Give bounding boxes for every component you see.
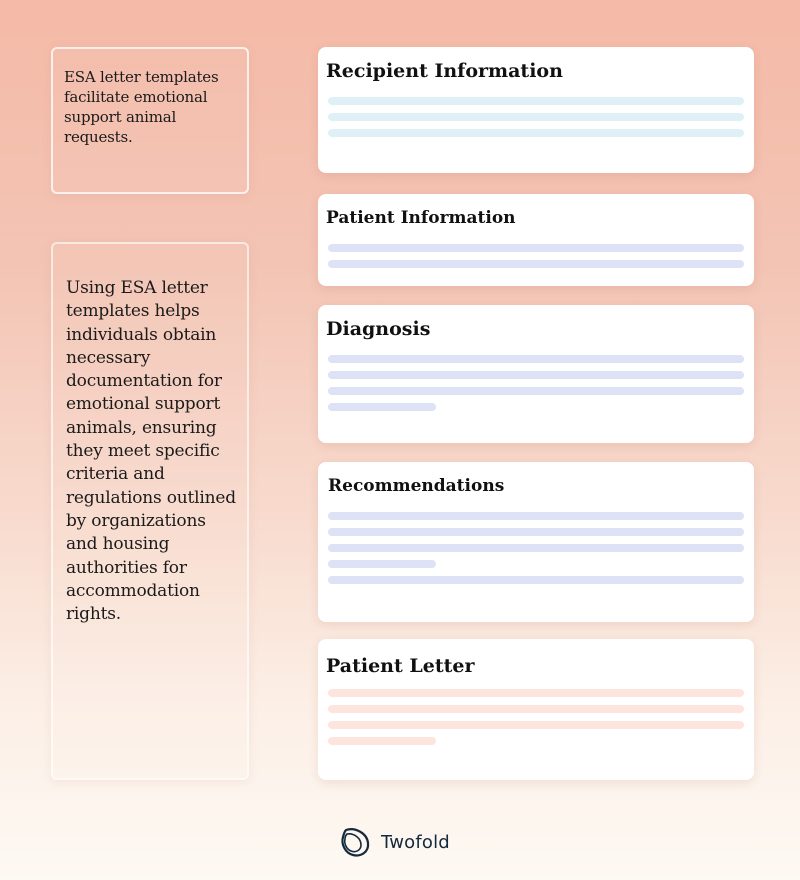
patient-information-card: [318, 194, 754, 286]
placeholder-line: [328, 371, 744, 379]
placeholder-line: [328, 129, 744, 137]
twofold-logo-icon: [339, 826, 371, 858]
summary-note: [51, 47, 249, 194]
placeholder-line: [328, 689, 744, 697]
recipient-information-card: [318, 47, 754, 173]
detail-text: Using ESA letter templates helps individuals obtain necessary documentation for emotional support animals, ensuring they meet specific criteria and regulations outlined by organizations and housing authorities for accommodation rights.: [66, 278, 236, 625]
placeholder-line: [328, 544, 744, 552]
placeholder-line: [328, 705, 744, 713]
placeholder-line: [328, 576, 744, 584]
patient-letter-card: [318, 639, 754, 780]
card-title: Recipient Information: [326, 60, 563, 82]
placeholder-line: [328, 97, 744, 105]
brand: [339, 826, 450, 858]
card-title: Recommendations: [328, 476, 505, 496]
brand-name: Twofold: [381, 831, 450, 853]
detail-note: [51, 242, 249, 780]
placeholder-lines: [328, 97, 744, 145]
placeholder-line: [328, 113, 744, 121]
placeholder-line: [328, 528, 744, 536]
card-title: Patient Information: [326, 208, 516, 228]
summary-text: ESA letter templates facilitate emotional support animal requests.: [64, 68, 219, 146]
card-title: Diagnosis: [326, 318, 431, 340]
placeholder-line: [328, 355, 744, 363]
placeholder-line: [328, 512, 744, 520]
placeholder-line: [328, 244, 744, 252]
placeholder-lines: [328, 689, 744, 753]
placeholder-line: [328, 721, 744, 729]
placeholder-line: [328, 387, 744, 395]
placeholder-line: [328, 260, 744, 268]
placeholder-lines: [328, 244, 744, 276]
placeholder-line: [328, 737, 436, 745]
diagnosis-card: [318, 305, 754, 443]
placeholder-line: [328, 560, 436, 568]
placeholder-line: [328, 403, 436, 411]
card-title: Patient Letter: [326, 655, 475, 677]
placeholder-lines: [328, 512, 744, 592]
recommendations-card: [318, 462, 754, 622]
placeholder-lines: [328, 355, 744, 419]
